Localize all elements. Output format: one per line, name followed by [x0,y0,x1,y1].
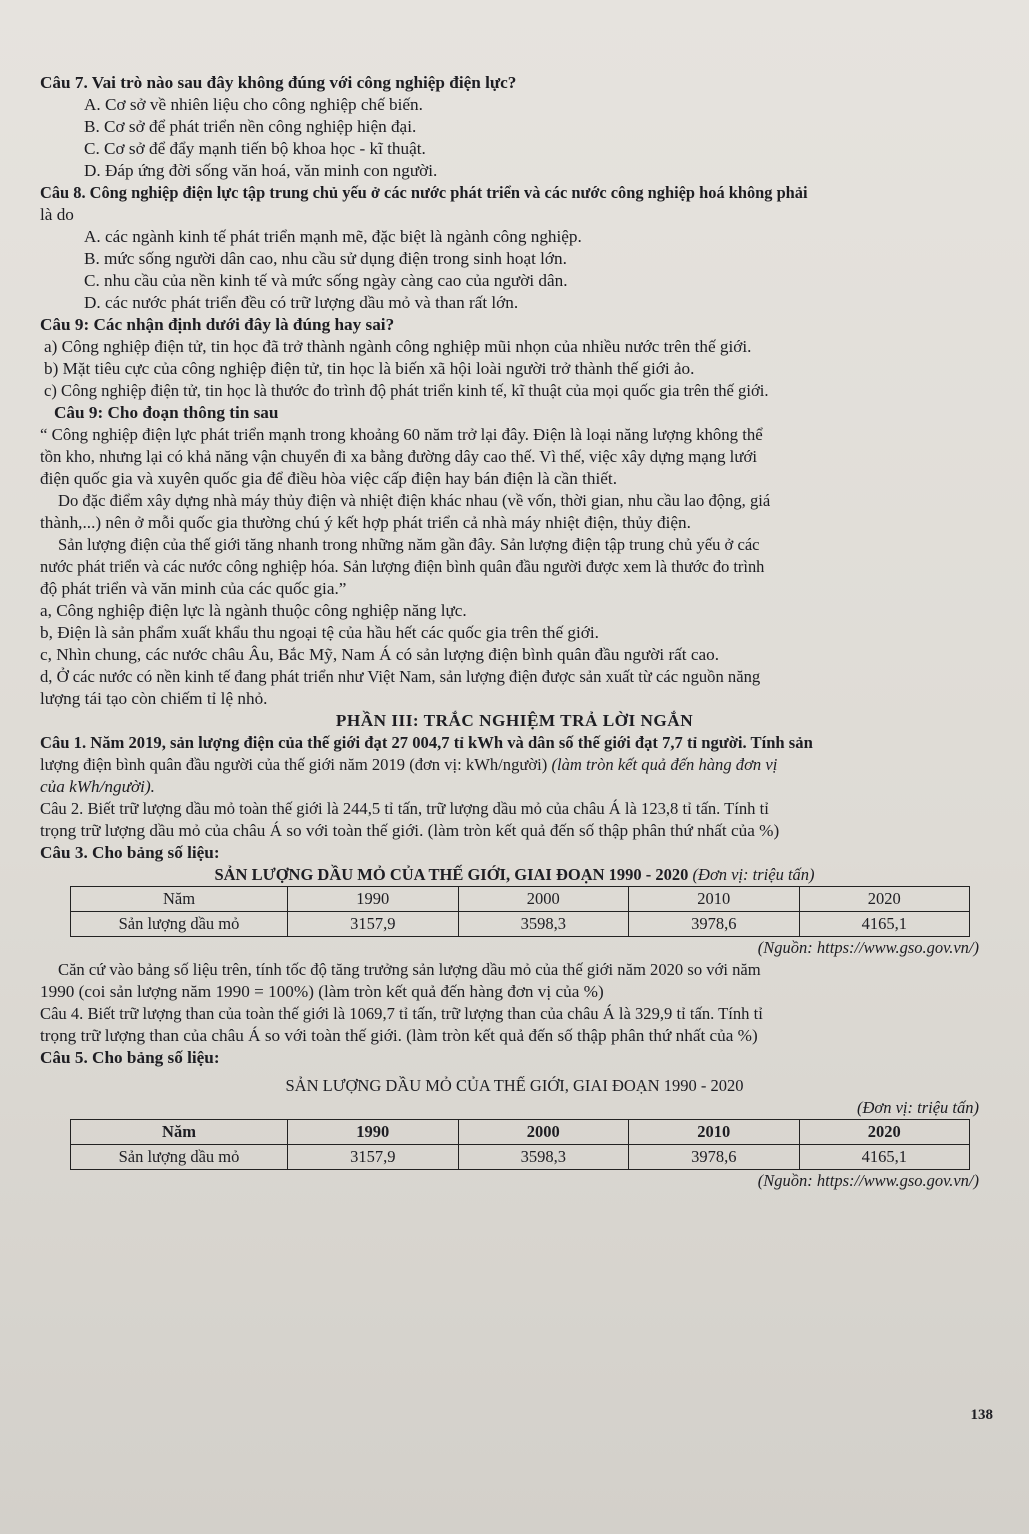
q9b-statement-a: a, Công nghiệp điện lực là ngành thuộc công nghiệp năng lực. [40,601,467,620]
q9b-statement-b: b, Điện là sản phẩm xuất khẩu thu ngoại tệ của hầu hết các quốc gia trên thế giới. [40,623,599,642]
q7-option-b: B. Cơ sở để phát triển nền công nghiệp hiện đại. [84,117,417,136]
table-cell: 3978,6 [629,912,800,937]
s4-line1: Câu 4. Biết trữ lượng than của toàn thế giới là 1069,7 tỉ tấn, trữ lượng than của châu Á là 329,9 tỉ tấn. Tính tỉ [40,1004,763,1023]
s5-table-unit: (Đơn vị: triệu tấn) [857,1098,979,1117]
q9b-paragraph2-line1: Do đặc điểm xây dựng nhà máy thủy điện và nhiệt điện khác nhau (về vốn, thời gian, nhu cầu lao động, giá [58,491,771,510]
s1-line2-note: (làm tròn kết quả đến hàng đơn vị [551,755,778,774]
s1-line3: của kWh/người). [40,777,155,796]
s5-table-title: SẢN LƯỢNG DẦU MỎ CỦA THẾ GIỚI, GIAI ĐOẠN 1990 - 2020 [285,1076,744,1095]
table-row [71,912,970,937]
table-row [71,887,970,912]
table-cell: Năm [71,887,288,912]
q9b-statement-d-cont: lượng tái tạo còn chiếm tỉ lệ nhỏ. [40,689,268,708]
s1-line2-text: lượng điện bình quân đầu người của thế giới năm 2019 (đơn vị: kWh/người) [40,755,552,774]
s3-table-title [40,864,989,886]
table-cell: 3598,3 [458,912,629,937]
s3-title: Câu 3. Cho bảng số liệu: [40,843,220,862]
table-row [71,1120,970,1145]
q9a-statement-b: b) Mặt tiêu cực của công nghiệp điện tử, tin học là biến xã hội loài người trở thành thế giới ảo. [44,359,695,378]
q9a-title: Câu 9: Các nhận định dưới đây là đúng hay sai? [40,315,395,334]
q9b-paragraph1-line3: điện quốc gia và xuyên quốc gia để điều hòa việc cấp điện hay bán điện là cần thiết. [40,469,617,488]
table-cell: 3978,6 [629,1145,800,1170]
q9b-paragraph3-line1: Sản lượng điện của thế giới tăng nhanh trong những năm gần đây. Sản lượng điện tập trung chủ yếu ở các [58,535,760,554]
q9a-statement-c: c) Công nghiệp điện tử, tin học là thước đo trình độ phát triển kinh tế, kĩ thuật của mọi quốc gia trên thế giới. [44,381,769,400]
q7-option-a: A. Cơ sở về nhiên liệu cho công nghiệp chế biến. [84,95,423,114]
q8-option-d: D. các nước phát triển đều có trữ lượng dầu mỏ và than rất lớn. [84,293,519,312]
q9b-title: Câu 9: Cho đoạn thông tin sau [54,403,279,422]
table-cell: 2020 [799,1120,970,1145]
q9b-paragraph3-line3: độ phát triển và văn minh của các quốc gia.” [40,579,347,598]
s3-source: (Nguồn: https://www.gso.gov.vn/) [757,938,979,957]
page-number: 138 [970,1407,993,1423]
s1-line1 [40,732,989,754]
table-cell: 3598,3 [458,1145,629,1170]
table-cell: 3157,9 [288,1145,459,1170]
q9a-statement-a: a) Công nghiệp điện tử, tin học đã trở thành ngành công nghiệp mũi nhọn của nhiều nước trên thế giới. [44,337,752,356]
table-cell: 2010 [629,887,800,912]
table-cell: 4165,1 [799,912,970,937]
table-cell: 1990 [288,887,459,912]
s2-line1: Câu 2. Biết trữ lượng dầu mỏ toàn thế giới là 244,5 tỉ tấn, trữ lượng dầu mỏ của châu Á là 123,8 tỉ tấn. Tính tỉ [40,799,769,818]
q8-title-cont: là do [40,205,74,224]
table-cell: Năm [71,1120,288,1145]
q9b-statement-d: d, Ở các nước có nền kinh tế đang phát triển như Việt Nam, sản lượng điện được sản xuất từ các nguồn năng [40,667,761,686]
table-cell: 3157,9 [288,912,459,937]
s3-table-title-text: SẢN LƯỢNG DẦU MỎ CỦA THẾ GIỚI, GIAI ĐOẠN 1990 - 2020 [214,865,689,884]
q9b-paragraph1-line2: tồn kho, nhưng lại có khả năng vận chuyển đi xa bằng đường dây cao thế. Vì thế, việc xây dựng mạng lưới [40,447,757,466]
q8-option-c: C. nhu cầu của nền kinh tế và mức sống ngày càng cao của người dân. [84,271,568,290]
s5-source: (Nguồn: https://www.gso.gov.vn/) [757,1171,979,1190]
section-title: PHẦN III: TRẮC NGHIỆM TRẢ LỜI NGẮN [335,711,694,730]
table-cell: 2000 [458,887,629,912]
q9b-statement-c: c, Nhìn chung, các nước châu Âu, Bắc Mỹ, Nam Á có sản lượng điện bình quân đầu người rất cao. [40,645,720,664]
s2-line2: trọng trữ lượng dầu mỏ của châu Á so với toàn thế giới. (làm tròn kết quả đến số thập phân thứ nhất của %) [40,821,780,840]
s5-title: Câu 5. Cho bảng số liệu: [40,1048,220,1067]
table-cell: Sản lượng dầu mỏ [71,912,288,937]
table-cell: 4165,1 [799,1145,970,1170]
s1-line2 [40,754,989,776]
q9b-paragraph1-line1: “ Công nghiệp điện lực phát triển mạnh trong khoảng 60 năm trở lại đây. Điện là loại năng lượng không thể [40,425,763,444]
s5-data-table [70,1119,970,1170]
q8-title: Câu 8. Công nghiệp điện lực tập trung chủ yếu ở các nước phát triển và các nước công nghiệp hoá không phải [40,183,808,202]
s3-data-table [70,886,970,937]
table-cell: Sản lượng dầu mỏ [71,1145,288,1170]
q7-option-d: D. Đáp ứng đời sống văn hoá, văn minh con người. [84,161,438,180]
table-cell: 2000 [458,1120,629,1145]
s1-text: Câu 1. Năm 2019, sản lượng điện của thế giới đạt 27 004,7 tỉ kWh và dân số thế giới đạt 7,7 tỉ người. Tính sản [40,733,813,752]
table-cell: 2010 [629,1120,800,1145]
q8-option-b: B. mức sống người dân cao, nhu cầu sử dụng điện trong sinh hoạt lớn. [84,249,567,268]
s3-table-unit: (Đơn vị: triệu tấn) [692,865,815,884]
q7-option-c: C. Cơ sở để đẩy mạnh tiến bộ khoa học - kĩ thuật. [84,139,426,158]
q7-title: Câu 7. Vai trò nào sau đây không đúng với công nghiệp điện lực? [40,73,517,92]
q8-option-a: A. các ngành kinh tế phát triển mạnh mẽ, đặc biệt là ngành công nghiệp. [84,227,582,246]
q9b-paragraph2-line2: thành,...) nên ở mỗi quốc gia thường chú ý kết hợp phát triển cả nhà máy nhiệt điện, thủy điện. [40,513,691,532]
s4-line2: trọng trữ lượng than của châu Á so với toàn thế giới. (làm tròn kết quả đến số thập phân thứ nhất của %) [40,1026,758,1045]
table-cell: 1990 [288,1120,459,1145]
table-row [71,1145,970,1170]
s3-line3: 1990 (coi sản lượng năm 1990 = 100%) (làm tròn kết quả đến hàng đơn vị của %) [40,982,604,1001]
q9b-paragraph3-line2: nước phát triển và các nước công nghiệp hóa. Sản lượng điện bình quân đầu người được xem là thước đo trình [40,557,765,576]
table-cell: 2020 [799,887,970,912]
s3-line2: Căn cứ vào bảng số liệu trên, tính tốc độ tăng trưởng sản lượng dầu mỏ của thế giới năm 2020 so với năm [58,960,761,979]
